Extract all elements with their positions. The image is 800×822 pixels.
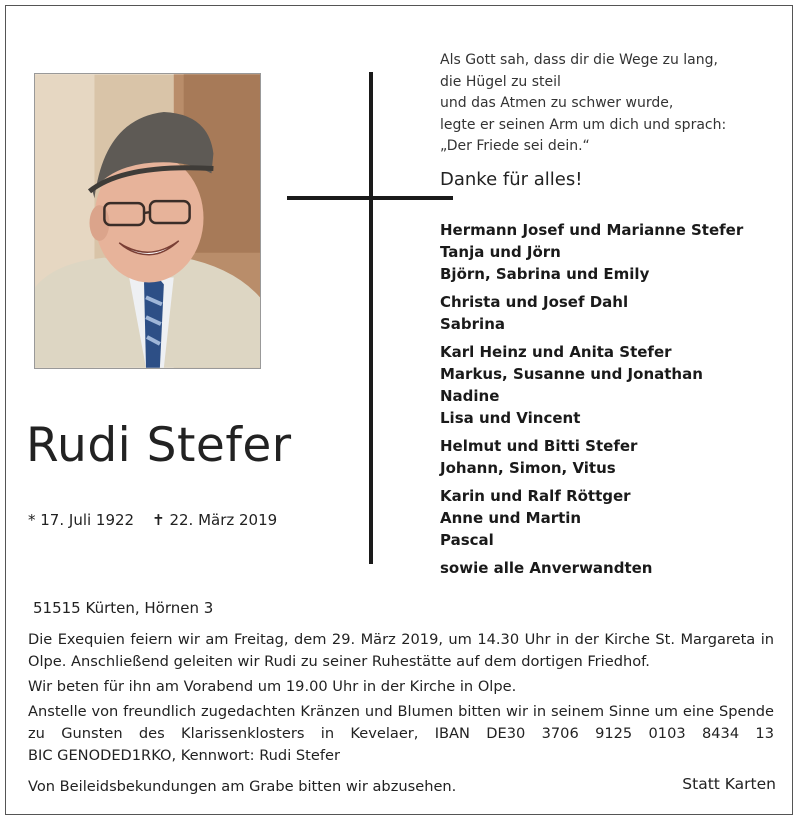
mourner-group <box>440 341 743 429</box>
mourner-group <box>440 485 743 551</box>
mourner-line: Karin und Ralf Röttger <box>440 487 631 505</box>
statt-karten-label: Statt Karten <box>682 775 776 793</box>
cross-icon-horizontal <box>287 196 453 200</box>
mourner-line: Sabrina <box>440 315 506 333</box>
mourner-line: Christa und Josef Dahl <box>440 293 629 311</box>
bank-details: BIC GENODED1RKO, Kennwort: Rudi Stefer <box>28 747 340 764</box>
mourner-line: Anne und Martin <box>440 509 582 527</box>
mourner-line: Hermann Josef und Marianne Stefer <box>440 221 744 239</box>
mourner-line: Tanja und Jörn <box>440 243 561 261</box>
thanks-line: Danke für alles! <box>440 169 583 190</box>
poem-line: die Hügel zu steil <box>440 73 561 90</box>
mourner-line: Björn, Sabrina und Emily <box>440 265 650 283</box>
mourner-line: Johann, Simon, Vitus <box>440 459 616 477</box>
service-info <box>28 629 774 767</box>
donation-text: Anstelle von freundlich zugedachten Kränzen und Blumen bitten wir in seinem Sinne um eine Spende zu Gunsten des Klarissenklosters in Kevelaer, IBAN DE30 3706 9125 0103 8434 13 <box>28 703 774 742</box>
deceased-name: Rudi Stefer <box>26 418 292 473</box>
poem <box>440 50 726 158</box>
relatives-line: sowie alle Anverwandten <box>440 559 653 577</box>
life-dates <box>28 511 277 529</box>
poem-line: legte er seinen Arm um dich und sprach: <box>440 116 727 133</box>
prayer-text: Wir beten für ihn am Vorabend um 19.00 Uhr in der Kirche in Olpe. <box>28 678 517 695</box>
mourner-line: Lisa und Vincent <box>440 409 581 427</box>
address: 51515 Kürten, Hörnen 3 <box>33 599 214 617</box>
death-date: ✝ 22. März 2019 <box>152 511 278 529</box>
birth-date: * 17. Juli 1922 <box>28 511 135 529</box>
cross-icon-vertical <box>369 72 373 564</box>
funeral-text: Die Exequien feiern wir am Freitag, dem 29. März 2019, um 14.30 Uhr in der Kirche St. Margareta in Olpe. Anschließend geleiten wir Rudi zu seiner Ruhestätte auf dem dortigen Friedhof. <box>28 631 774 670</box>
mourners-list <box>440 219 743 579</box>
mourner-line: Pascal <box>440 531 494 549</box>
mourner-line: Markus, Susanne und Jonathan <box>440 365 703 383</box>
mourner-line: Helmut und Bitti Stefer <box>440 437 638 455</box>
mourner-group <box>440 435 743 479</box>
poem-line: „Der Friede sei dein.“ <box>440 138 590 154</box>
mourner-line: Karl Heinz und Anita Stefer <box>440 343 672 361</box>
mourner-group <box>440 291 743 335</box>
mourner-line: Nadine <box>440 387 500 405</box>
condolence-text: Von Beileidsbekundungen am Grabe bitten wir abzusehen. <box>28 778 457 795</box>
poem-line: Als Gott sah, dass dir die Wege zu lang, <box>440 52 718 68</box>
mourner-group <box>440 219 743 285</box>
poem-line: und das Atmen zu schwer wurde, <box>440 95 674 111</box>
portrait-photo <box>34 73 261 369</box>
